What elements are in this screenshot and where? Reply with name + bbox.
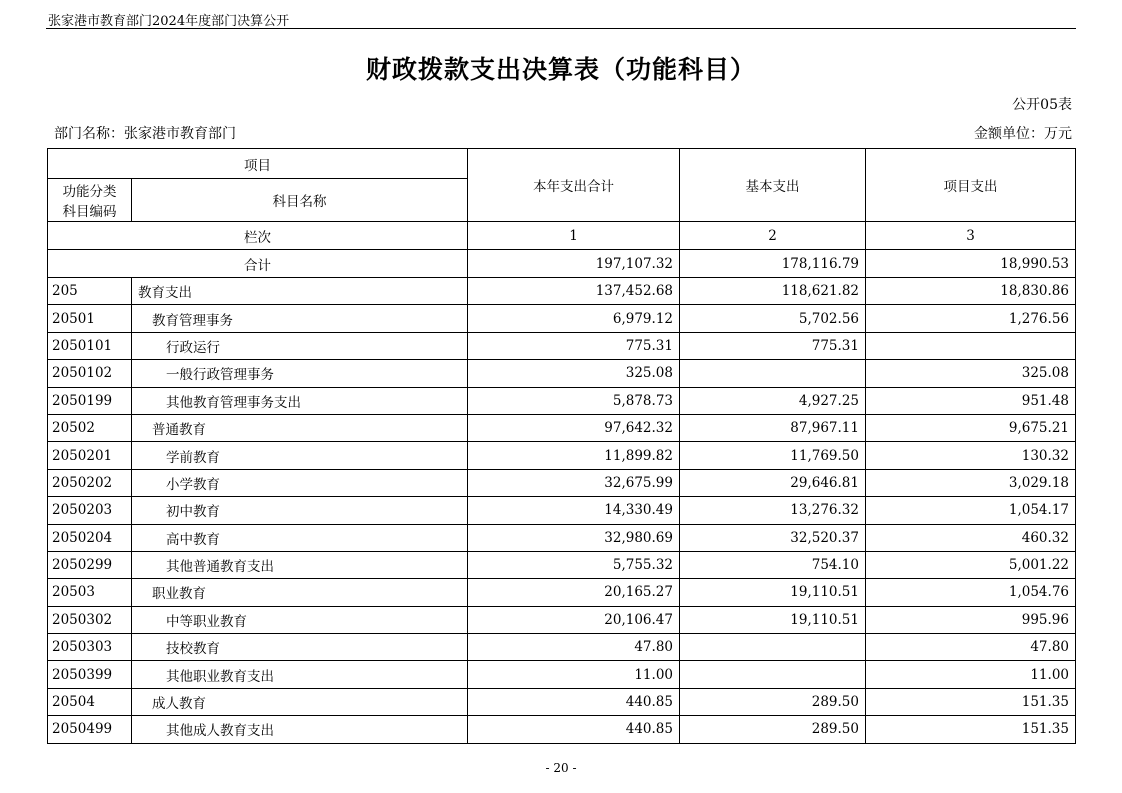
row-code: 20504 (48, 688, 132, 715)
row-subject-name: 学前教育 (132, 442, 468, 469)
table-row (48, 278, 1076, 305)
page-title: 财政拨款支出决算表（功能科目） (365, 55, 756, 84)
row-project: 325.08 (866, 360, 1076, 387)
table-row (48, 524, 1076, 551)
row-basic (680, 360, 866, 387)
row-code: 2050499 (48, 716, 132, 743)
row-basic: 11,769.50 (680, 442, 866, 469)
row-basic: 289.50 (680, 716, 866, 743)
column-index-2: 2 (680, 222, 866, 250)
row-total: 5,878.73 (468, 387, 680, 414)
row-total: 11.00 (468, 661, 680, 688)
row-subject-name: 一般行政管理事务 (132, 360, 468, 387)
row-code: 20501 (48, 305, 132, 332)
row-code: 2050204 (48, 524, 132, 551)
row-basic: 4,927.25 (680, 387, 866, 414)
row-subject-name: 其他职业教育支出 (132, 661, 468, 688)
total-row-total: 197,107.32 (468, 250, 680, 278)
header-code-line2: 科目编码 (62, 204, 117, 220)
table-row (48, 360, 1076, 387)
table-row (48, 688, 1076, 715)
row-project: 1,054.17 (866, 497, 1076, 524)
header-code-line1: 功能分类 (62, 184, 117, 200)
row-project: 1,054.76 (866, 579, 1076, 606)
row-code: 2050203 (48, 497, 132, 524)
column-index-1: 1 (468, 222, 680, 250)
table-row (48, 606, 1076, 633)
table-row (48, 716, 1076, 743)
table-row (48, 579, 1076, 606)
row-subject-name: 其他教育管理事务支出 (132, 387, 468, 414)
header-code (48, 179, 132, 222)
row-basic: 289.50 (680, 688, 866, 715)
column-index-label: 栏次 (48, 222, 468, 250)
table-row (48, 414, 1076, 441)
row-project: 9,675.21 (866, 414, 1076, 441)
row-basic: 29,646.81 (680, 469, 866, 496)
row-total: 11,899.82 (468, 442, 680, 469)
row-project: 151.35 (866, 716, 1076, 743)
row-code: 2050302 (48, 606, 132, 633)
row-project: 1,276.56 (866, 305, 1076, 332)
row-total: 325.08 (468, 360, 680, 387)
table-row (48, 387, 1076, 414)
expenditure-table (47, 148, 1076, 744)
table-row (48, 469, 1076, 496)
header-divider (46, 28, 1076, 29)
total-row-project: 18,990.53 (866, 250, 1076, 278)
row-total: 20,106.47 (468, 606, 680, 633)
row-project: 18,830.86 (866, 278, 1076, 305)
row-subject-name: 初中教育 (132, 497, 468, 524)
row-basic: 118,621.82 (680, 278, 866, 305)
row-basic: 775.31 (680, 332, 866, 359)
row-subject-name: 普通教育 (132, 414, 468, 441)
row-total: 137,452.68 (468, 278, 680, 305)
row-basic: 754.10 (680, 551, 866, 578)
row-basic: 5,702.56 (680, 305, 866, 332)
row-total: 775.31 (468, 332, 680, 359)
row-total: 5,755.32 (468, 551, 680, 578)
row-subject-name: 小学教育 (132, 469, 468, 496)
table-row (48, 332, 1076, 359)
row-total: 97,642.32 (468, 414, 680, 441)
row-subject-name: 技校教育 (132, 634, 468, 661)
row-total: 6,979.12 (468, 305, 680, 332)
row-project: 460.32 (866, 524, 1076, 551)
row-subject-name: 中等职业教育 (132, 606, 468, 633)
row-total: 440.85 (468, 688, 680, 715)
row-code: 2050102 (48, 360, 132, 387)
row-code: 2050201 (48, 442, 132, 469)
row-project: 130.32 (866, 442, 1076, 469)
row-project (866, 332, 1076, 359)
header-basic: 基本支出 (680, 149, 866, 222)
row-code: 2050399 (48, 661, 132, 688)
row-code: 20502 (48, 414, 132, 441)
row-subject-name: 成人教育 (132, 688, 468, 715)
row-total: 47.80 (468, 634, 680, 661)
row-project: 995.96 (866, 606, 1076, 633)
row-total: 20,165.27 (468, 579, 680, 606)
header-project-expenditure: 项目支出 (866, 149, 1076, 222)
row-project: 951.48 (866, 387, 1076, 414)
row-basic (680, 634, 866, 661)
row-basic: 13,276.32 (680, 497, 866, 524)
unit-label: 金额单位：万元 (974, 126, 1072, 142)
row-total: 440.85 (468, 716, 680, 743)
row-subject-name: 其他成人教育支出 (132, 716, 468, 743)
row-project: 3,029.18 (866, 469, 1076, 496)
row-project: 11.00 (866, 661, 1076, 688)
row-basic: 19,110.51 (680, 606, 866, 633)
table-row (48, 497, 1076, 524)
table-row (48, 305, 1076, 332)
row-subject-name: 教育管理事务 (132, 305, 468, 332)
form-code: 公开05表 (1012, 97, 1072, 113)
row-total: 32,675.99 (468, 469, 680, 496)
row-total: 32,980.69 (468, 524, 680, 551)
row-total: 14,330.49 (468, 497, 680, 524)
row-project: 47.80 (866, 634, 1076, 661)
table-row (48, 551, 1076, 578)
total-row-label: 合计 (48, 250, 468, 278)
row-basic: 32,520.37 (680, 524, 866, 551)
row-subject-name: 教育支出 (132, 278, 468, 305)
row-code: 20503 (48, 579, 132, 606)
row-project: 151.35 (866, 688, 1076, 715)
page-number: - 20 - (545, 761, 577, 775)
row-code: 2050199 (48, 387, 132, 414)
row-basic: 87,967.11 (680, 414, 866, 441)
table-row (48, 661, 1076, 688)
row-project: 5,001.22 (866, 551, 1076, 578)
row-code: 2050202 (48, 469, 132, 496)
total-row-basic: 178,116.79 (680, 250, 866, 278)
row-basic (680, 661, 866, 688)
row-code: 2050299 (48, 551, 132, 578)
header-total: 本年支出合计 (468, 149, 680, 222)
row-code: 2050101 (48, 332, 132, 359)
header-project: 项目 (48, 149, 468, 179)
row-subject-name: 行政运行 (132, 332, 468, 359)
table-row (48, 634, 1076, 661)
row-basic: 19,110.51 (680, 579, 866, 606)
department-label: 部门名称：张家港市教育部门 (54, 126, 236, 142)
row-code: 205 (48, 278, 132, 305)
row-subject-name: 其他普通教育支出 (132, 551, 468, 578)
column-index-3: 3 (866, 222, 1076, 250)
header-subject-name: 科目名称 (132, 179, 468, 222)
table-row (48, 442, 1076, 469)
row-subject-name: 职业教育 (132, 579, 468, 606)
row-subject-name: 高中教育 (132, 524, 468, 551)
row-code: 2050303 (48, 634, 132, 661)
running-header: 张家港市教育部门2024年度部门决算公开 (48, 14, 290, 29)
